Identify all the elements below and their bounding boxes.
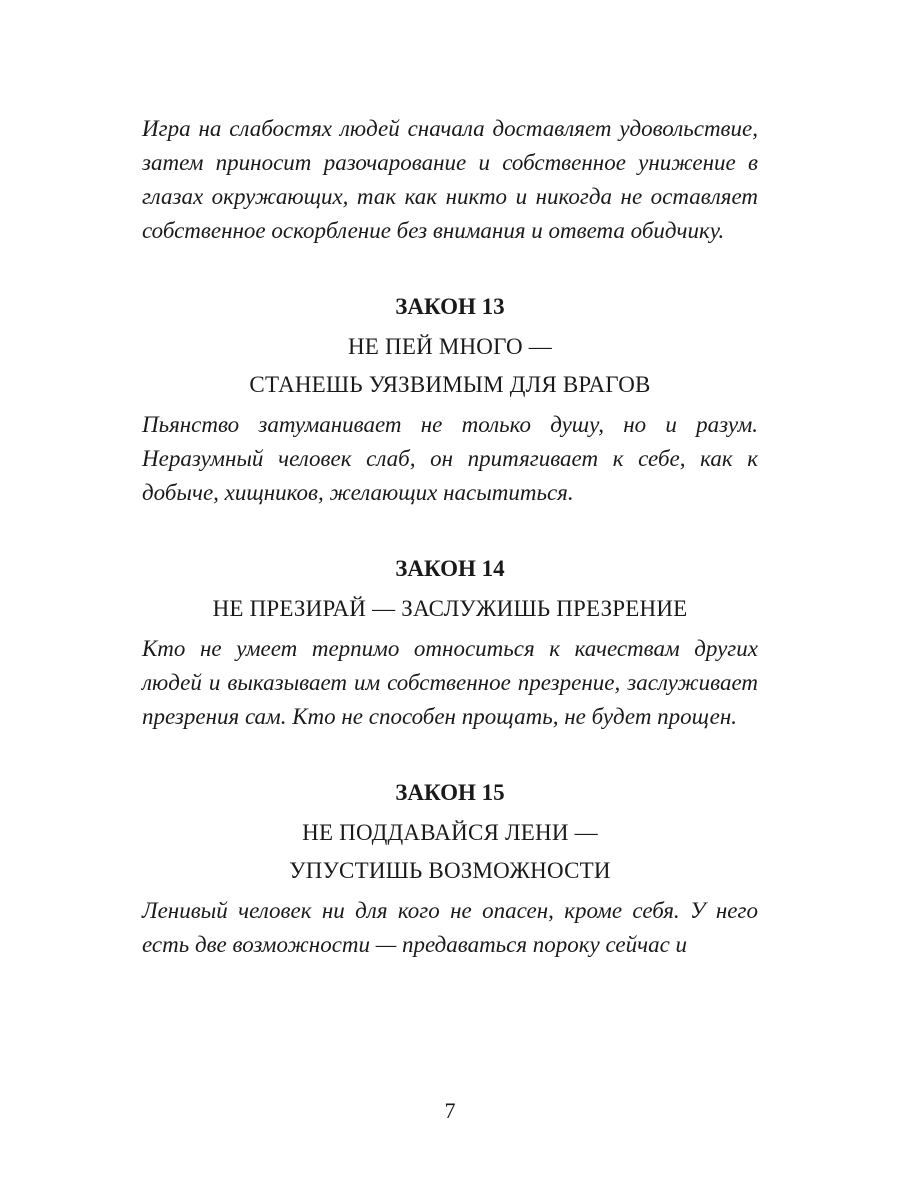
page-content <box>142 112 758 962</box>
law-15-title-line-1: НЕ ПОДДАВАЙСЯ ЛЕНИ — <box>302 820 598 845</box>
law-15-section <box>142 776 758 962</box>
law-13-title-line-2: СТАНЕШЬ УЯЗВИМЫМ ДЛЯ ВРАГОВ <box>249 372 651 397</box>
law-14-section <box>142 552 758 734</box>
law-13-title <box>142 328 758 404</box>
law-15-title <box>142 814 758 890</box>
law-14-title-line-1: НЕ ПРЕЗИРАЙ — ЗАСЛУЖИШЬ ПРЕЗРЕНИЕ <box>212 596 688 621</box>
law-15-number: ЗАКОН 15 <box>395 780 505 805</box>
law-13-number: ЗАКОН 13 <box>395 294 505 319</box>
law-15-title-line-2: УПУСТИШЬ ВОЗМОЖНОСТИ <box>289 858 611 883</box>
intro-paragraph: Игра на слабостях людей сначала доставляет удовольствие, затем приносит разочарование и собственное унижение в глазах окружающих, так как никто и никогда не оставляет собственное оскорбление без внимания и ответа обидчику. <box>142 116 758 243</box>
law-14-number: ЗАКОН 14 <box>395 556 505 581</box>
page-number: 7 <box>444 1098 456 1123</box>
law-13-text: Пьянство затуманивает не только душу, но и разум. Неразумный человек слаб, он притягивает к себе, как к добыче, хищников, желающих насытиться. <box>142 412 758 505</box>
law-13-section <box>142 290 758 510</box>
law-14-title <box>142 590 758 628</box>
law-13-title-line-1: НЕ ПЕЙ МНОГО — <box>348 334 552 359</box>
law-15-text: Ленивый человек ни для кого не опасен, кроме себя. У него есть две возможности — предаваться пороку сейчас и <box>142 898 758 957</box>
law-14-text: Кто не умеет терпимо относиться к качествам других людей и выказывает им собственное презрение, заслуживает презрения сам. Кто не способен прощать, не будет прощен. <box>142 636 758 729</box>
